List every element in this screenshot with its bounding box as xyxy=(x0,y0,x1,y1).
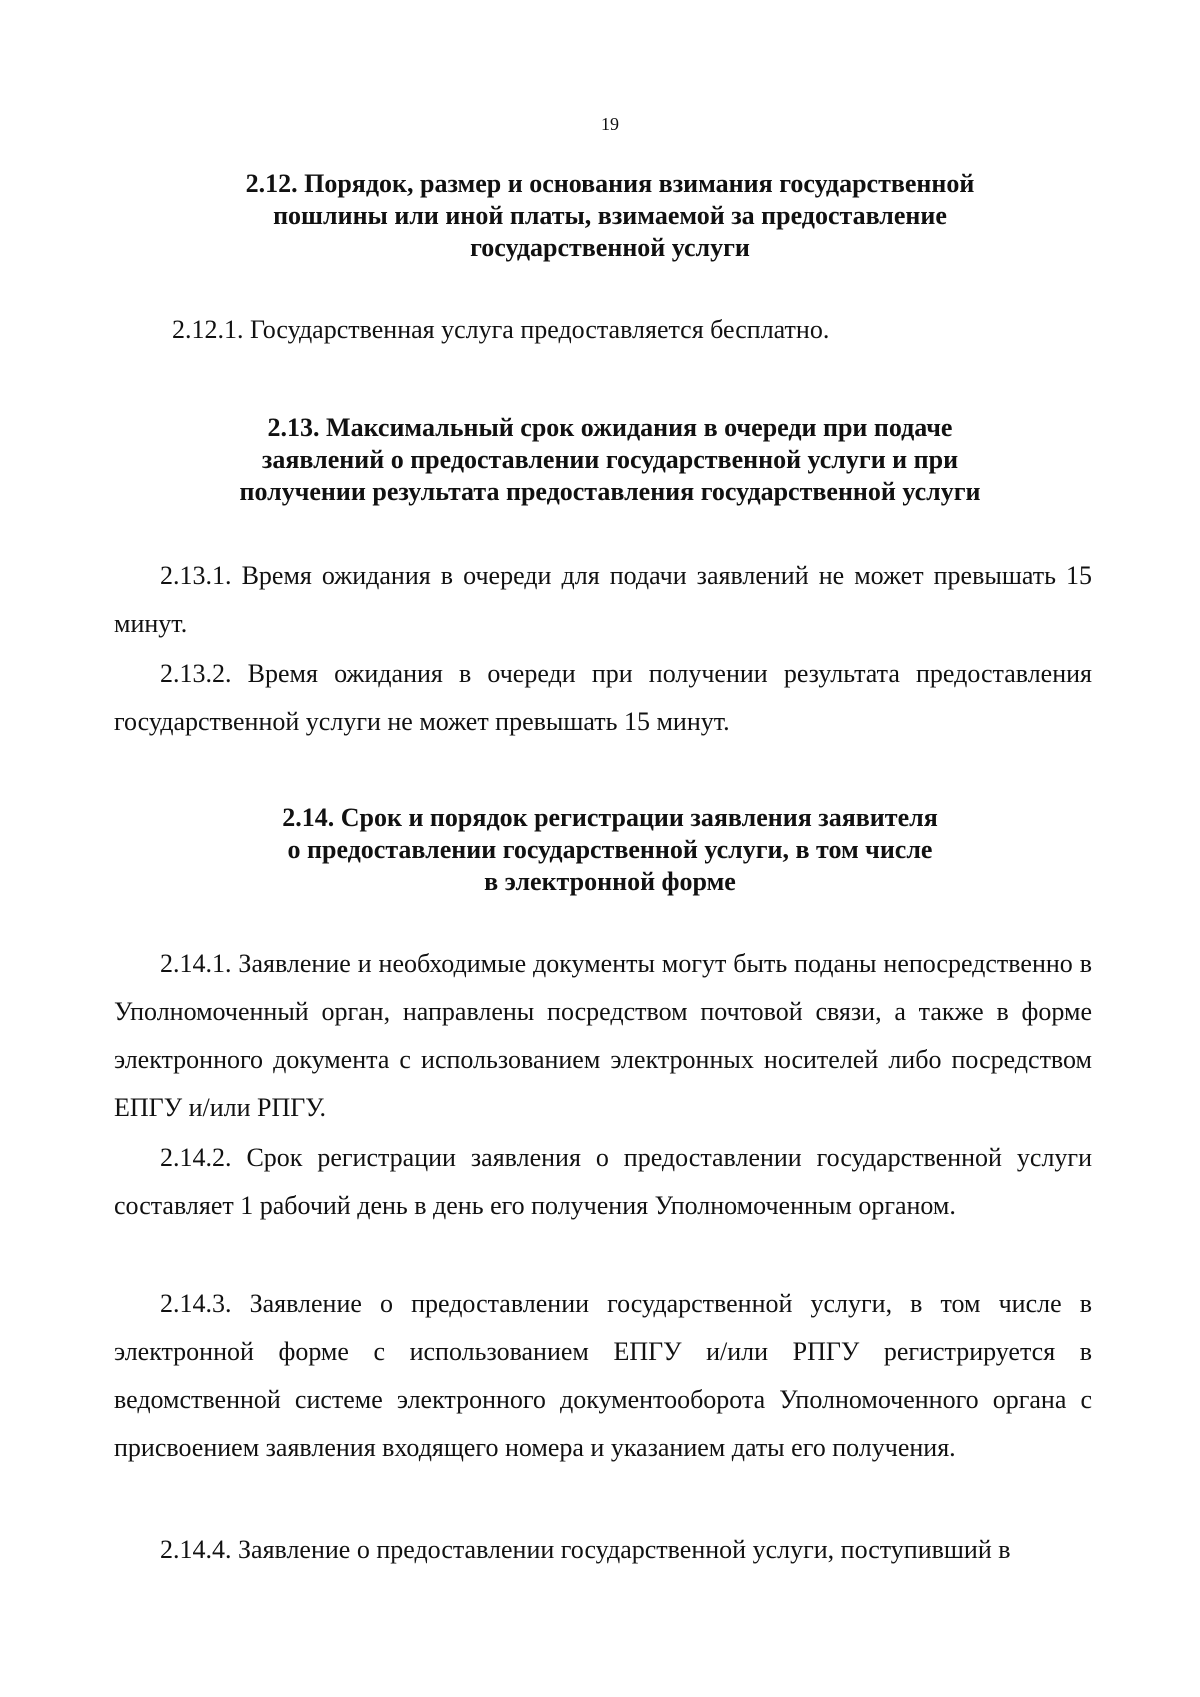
section-2-14-heading xyxy=(114,802,1106,898)
paragraph-2-13-1: 2.13.1. Время ожидания в очереди для подачи заявлений не может превышать 15 минут. xyxy=(114,561,1092,638)
heading-line: пошлины или иной платы, взимаемой за предоставление xyxy=(273,201,947,230)
section-2-12-heading xyxy=(114,168,1106,264)
paragraph-2-13-2: 2.13.2. Время ожидания в очереди при получении результата предоставления государственной услуги не может превышать 15 минут. xyxy=(114,659,1092,736)
paragraph-2-14-3: 2.14.3. Заявление о предоставлении государственной услуги, в том числе в электронной форме с использованием ЕПГУ и/или РПГУ регистрируется в ведомственной системе электронного документооборота Уполномоченного органа с присвоением заявления входящего номера и указанием даты его получения. xyxy=(114,1289,1092,1462)
heading-line: 2.12. Порядок, размер и основания взимания государственной xyxy=(245,169,975,198)
heading-line: о предоставлении государственной услуги, в том числе xyxy=(287,835,933,864)
paragraph-2-14-2: 2.14.2. Срок регистрации заявления о предоставлении государственной услуги составляет 1 рабочий день в день его получения Уполномоченным органом. xyxy=(114,1143,1092,1220)
heading-line: государственной услуги xyxy=(470,233,750,262)
page-number: 19 xyxy=(601,114,619,134)
paragraph-2-14-4: 2.14.4. Заявление о предоставлении государственной услуги, поступивший в xyxy=(160,1535,1011,1564)
section-2-13-heading xyxy=(114,412,1106,508)
paragraph-2-14-1: 2.14.1. Заявление и необходимые документы могут быть поданы непосредственно в Уполномоченный орган, направлены посредством почтовой связи, а также в форме электронного документа с использованием электронных носителей либо посредством ЕПГУ и/или РПГУ. xyxy=(114,949,1092,1122)
heading-line: 2.14. Срок и порядок регистрации заявления заявителя xyxy=(282,803,938,832)
heading-line: заявлений о предоставлении государственной услуги и при xyxy=(261,445,959,474)
heading-line: получении результата предоставления государственной услуги xyxy=(239,477,981,506)
heading-line: 2.13. Максимальный срок ожидания в очереди при подаче xyxy=(267,413,953,442)
paragraph-2-12-1: 2.12.1. Государственная услуга предоставляется бесплатно. xyxy=(172,315,830,344)
heading-line: в электронной форме xyxy=(484,867,736,896)
